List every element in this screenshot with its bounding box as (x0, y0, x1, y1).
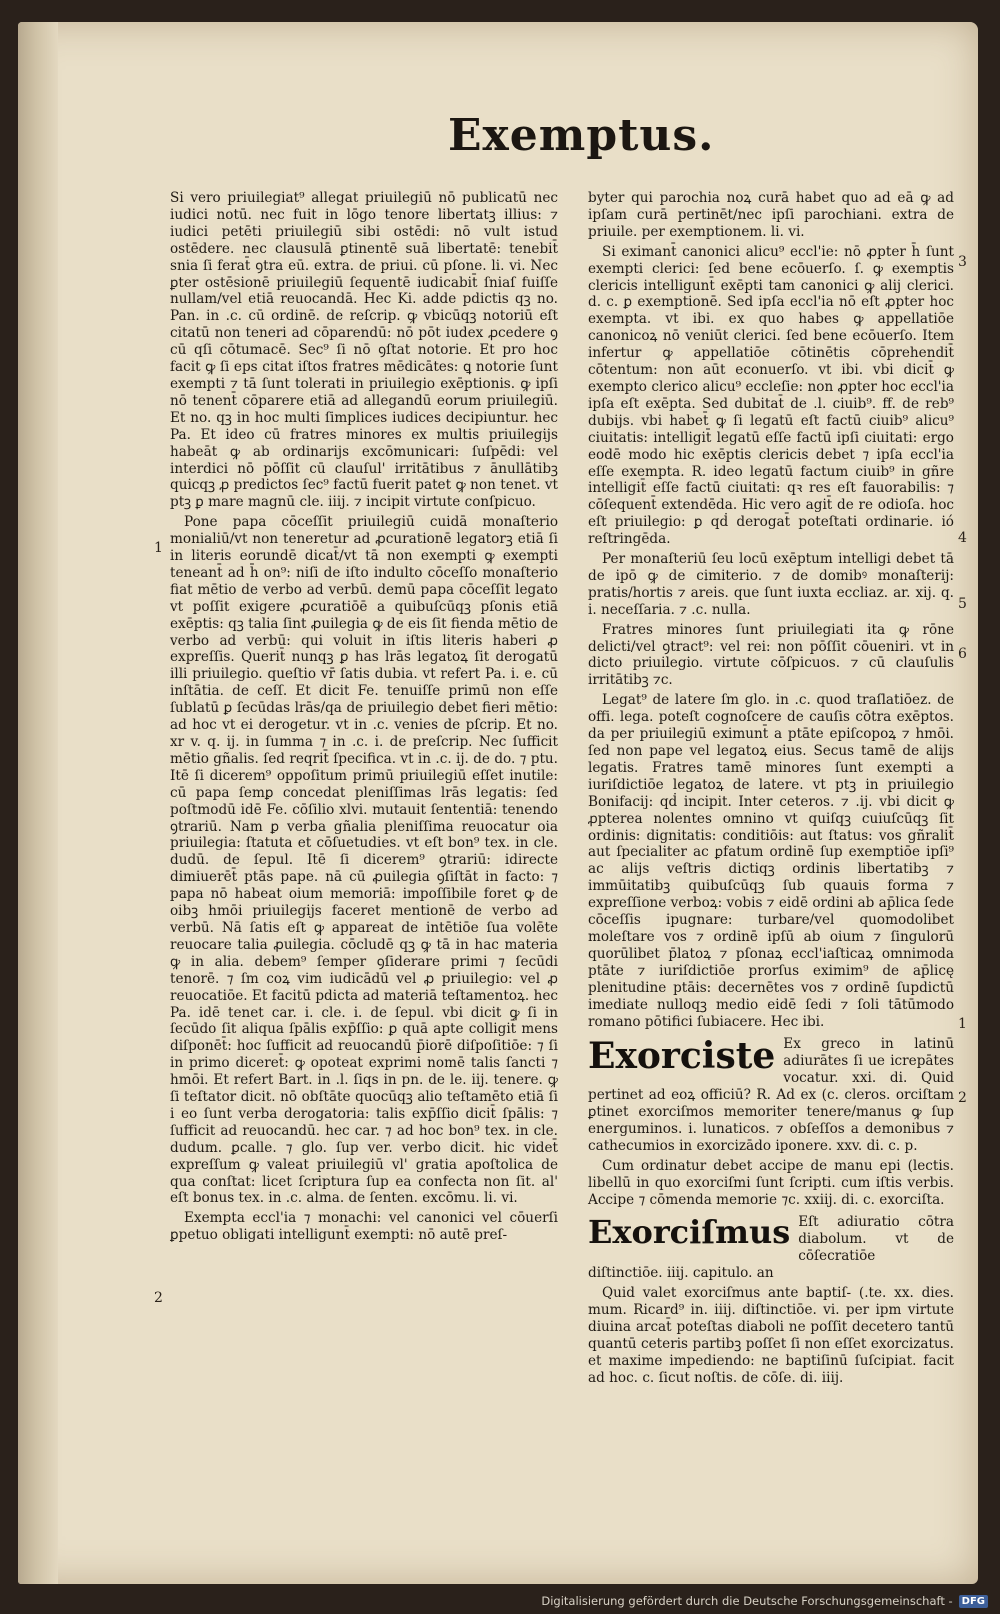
margin-number: 6 (958, 646, 967, 662)
margin-number: 1 (154, 540, 163, 556)
entry-heading: Exorciſmus (588, 1213, 791, 1252)
margin-number: 2 (958, 1090, 967, 1106)
paragraph: Exempta eccl'ia ⁊ monachi: vel canonici vel cōuerſi ꝑpetuo obligati intelligunt̄ exempti: nō autē preſ- (170, 1210, 558, 1244)
entry-exorcismus (588, 1214, 954, 1386)
dfg-logo: DFG (959, 1595, 988, 1608)
paragraph: Ex greco in latinū adiurātes ſi ue icrepātes vocatur. xxi. di. Quid pertinet ad eoꝝ officiū? R. Ad ex (c. cleros. orciſtam ꝑtinet exorciſmos memoriter tenere/manus ꝙ ſup energuminos. i. lunaticos. ⁊ obſeſſos a demonibus ⁊ cathecumios in exorcizādo iponere. xxv. di. c. p. (588, 1036, 954, 1154)
paragraph: Pone papa cōceſſit priuilegiū cuidā monaſterio monialiū/vt non teneretur ad ꝓcurationē legatorꝫ etiā ſi in literis eorundē dicat̄/vt tā non exempti ꝙ exempti teneant̄ ad h̄ on⁹: niſi de iſto indulto cōceſſo monaſterio fiat mētio de verbo ad verbū. demū papa cōceſſit legato vt poſſit exigere ꝓcuratiōē a quibuſcūqꝫ pſonis etiā exēptis: qꝫ talia ſint ꝓuilegia ꝙ de eis ſit fienda mētio de verbo ad verbū: qui voluit in iſtis literis haberi ꝓ expreſſis. Querit̄ nunqꝫ ꝑ has lrās legatoꝝ ſit derogatū illi priuilegio. queſtio vr̄ ſatis dubia. vt refert Pa. i. e. cū inſtātia. de ceſſ. Et dicit Fe. tenuiſſe primū non eſſe ſublatū ꝑ ſecūdas lrās/qa de priuilegio debet fieri mētio: ad hoc vt ei derogetur. vt in .c. venies de pſcrip. Et no. xr v. q. ij. in ſumma ⁊ in .c. i. de preſcrip. Nec ſufficit mētio gñalis. ſed reqrit̄ ſpecifica. vt in .c. ij. de do. ⁊ ptu. Itē ſi dicerem⁹ oppoſitum primū priuilegiū eſſet inutile: cū papa ſemꝑ concedat pleniſſimas lrās legatis: ſed poſtmodū idē Fe. cōſilio xlvi. mutauit ſententiā: tenendo ꝯtrariū. Nam ꝑ verba gñalia pleniſſima reuocatur oia priuilegia: ſtatuta et cōſuetudies. vt eſt bon⁹ tex. in cle. dudū. de ſepul. Itē ſi dicerem⁹ ꝯtrariū: idirecte dimiuerēt̄ ptās pape. nā cū ꝓuilegia ꝯſiſtāt in facto: ⁊ papa nō habeat oium memoriā: impoſſibile foret ꝙ de oibꝫ hmōi priuilegijs faceret mentionē de verbo ad verbū. Nā ſatis eſt ꝙ appareat de intētiōe ſua volēte reuocare talia ꝓuilegia. cōcludē qꝫ ꝙ tā in hac materia ꝙ in alia. debem⁹ ſemper ꝯſiderare primi ⁊ ſecūdi tenorē. ⁊ ſm coꝝ vim iudicādū vel ꝓ priuilegio: vel ꝓ reuocatiōe. Et facitū pdicta ad materiā teſtamentoꝝ. hec Pa. idē tenet car. i. cle. i. de ſepul. vbi dicit ꝙ ſi in ſecūdo ſit aliqua ſpālis exp̄ſſio: ꝑ quā apte colligit̄ mens diſponēt̄: hoc ſufficit ad reuocandū p̄iorē diſpoſitiōe: ⁊ ſi in primo diceret̄: ꝙ opoteat exprimi nomē talis ſancti ⁊ hmōi. Et refert Bart. in .l. ſiqs in pn. de le. iij. tenere. ꝙ ſi teſtator dicit. nō obſtāte quocūqꝫ alio teſtamēto etiā ſi i eo ſunt verba derogatoria: talis exp̄ſſio dicit̄ ſpālis: ⁊ ſufficit ad reuocandū. hec car. ⁊ ad hoc bon⁹ tex. in cle. dudum. ꝑcalle. ⁊ glo. ſup ver. verbo dicit. hic videt̄ expreſſum ꝙ valeat priuilegiū vl' gratia apoſtolica de qua conſtat: licet ſcriptura ſup ea confecta non ſit. al' eſt bonus tex. in .c. alma. de ſenten. excōmu. li. vi. (170, 514, 558, 1207)
paragraph: Si vero priuilegiat⁹ allegat priuilegiū nō publicatū nec iudici notū. nec fuit in lōgo tenore libertatꝫ illius: ⁊ iudici petēti priuilegiū sibi ostēdi: nō vult istud ostēdere. nec clausulā ꝑtinentē suā libertatē: tenebit̄ snia ſi ferat̄ ꝯtra eū. extra. de priui. cū pſone. li. vi. Nec ꝑter ostēsionē priuilegiū ſequentē iudicabit̄ ſniaſ fuiſſe nullam/vel etiā reuocandā. Hec Ki. adde pdictis qꝫ no. Pan. in .c. cū ordinē. de reſcrip. ꝙ vbicūqꝫ notoriū eſt citatū non teneri ad cōparendū: nō pōt iudex ꝓcedere ꝯ cū qſi cōtumacē. Sec⁹ ſi nō ꝯſtat notorie. Et pro hoc facit ꝙ ſi eps citat iſtos fratres mēdicātes: ꝗ notorie ſunt exempti ⁊ tā ſunt tolerati in priuilegio exēptionis. ꝙ ipſi nō tenent̄ cōparere etiā ad allegandū eorum priuilegiū. Et no. qꝫ in hoc multi ſimplices iudices decipiuntur. hec Pa. Et ideo cū fratres minores ex multis priuilegijs habeāt ꝙ ab ordinarijs excōmunicari: ſuſpēdi: vel interdici nō pōſſit cū clauſul' irritātibus ⁊ ānullātibꝫ quicqꝫ ꝓ predictos ſec⁹ factū fuerit patet ꝙ non tenet. vt ptꝫ ꝑ mare magnū cle. iiij. ⁊ incipit virtute conſpicuo. (170, 190, 558, 511)
digitization-footer (541, 1594, 988, 1608)
paragraph: Per monaſteriū ſeu locū exēptum intelligi debet tā de ipō ꝙ de cimiterio. ⁊ de domibꝰ monaſterij: pratis/hortis ⁊ areis. que ſunt iuxta eccliaz. ar. xij. q. i. neceſſaria. ⁊ .c. nulla. (588, 551, 954, 618)
margin-number: 4 (958, 530, 967, 546)
margin-number: 1 (958, 1016, 967, 1032)
left-text-column (170, 190, 558, 1247)
footer-text: Digitalisierung gefördert durch die Deutsche Forschungsgemeinschaft - (541, 1594, 953, 1608)
margin-number: 2 (154, 1290, 163, 1306)
paragraph: Legat⁹ de latere ſm glo. in .c. quod traſlatiōez. de offi. lega. poteſt cognoſcere de cauſis cōtra exēptos. da per priuilegiū eximunt̄ a ptāte epiſcopoꝝ ⁊ hmōi. ſed non pape vel legatoꝝ eius. Secus tamē de alijs legatis. Fratres tamē minores ſunt exempti a iuriſdictiōe legatoꝝ de latere. vt ptꝫ in priuilegio Bonifacij: qḋ incipit. Inter ceteros. ⁊ .ij. vbi dicit ꝙ ꝓpterea nolentes omnino vt quiſqꝫ cuiuſcūqꝫ ſit ordinis: dignitatis: conditiōis: aut ſtatus: vos gñralit̄ aut ſpecialiter ac ꝑfatum ordinē ſup exemptiōe ipſi⁹ ac alijs veſtris dictiqꝫ ordinis libertatibꝫ ⁊ immūitatibꝫ quibuſcūqꝫ ſub quauis forma ⁊ expreſſione verboꝝ: vobis ⁊ eidē ordini ab ap̄lica ſede cōceſſis ipugnare: turbare/vel quomodolibet moleſtare vos ⁊ ordinē ipſū ab oium ⁊ ſingulorū quorūlibet p̄latoꝝ ⁊ pſonaꝝ eccl'iaſticaꝝ omnimoda ptāte ⁊ iuriſdictiōe prorſus eximim⁹ de ap̄licę plenitudine ptāis: decernētes vos ⁊ ordinē ſupdictū imediate nulloqꝫ medio eidē ſedi ⁊ ſoli tātūmodo romano pōtifici ſubiacere. Hec ibi. (588, 692, 954, 1030)
page-binding (18, 22, 58, 1584)
paragraph: Quid valet exorciſmus ante baptiſ- (.te. xx. dies. mum. Ricard⁹ in. iiij. diſtinctiōe. vi. per ipm virtute diuina arcat̄ poteſtas diaboli ne poſſit decetero tantū quantū ceteris partibꝫ poſſet ſi non eſſet exorcizatus. et maxime impediendo: ne baptiſinū ſuſcipiat. facit ad hoc. c. ſicut noſtis. de cōſe. di. iiij. (588, 1285, 954, 1386)
right-text-column (588, 190, 954, 1390)
paragraph: Si eximant̄ canonici alicu⁹ eccl'ie: nō ꝓpter h̄ ſunt exempti clerici: ſed bene ecōuerſo. ſ. ꝙ exemptis clericis intelligunt̄ exēpti tam canonici ꝙ alij clerici. d. c. ꝑ exemptionē. Sed ipſa eccl'ia nō eſt ꝓpter hoc exempta. vt ibi. ex quo habes ꝙ appellatiōe canonicoꝝ nō veniūt clerici. ſed bene ecōuerſo. Item infertur ꝙ appellatiōe cōtinētis cōprehendit̄ cōtentum: non aūt econuerſo. vt ibi. vbi dicit̄ ꝙ exempto clerico alicu⁹ eccleſie: non ꝓpter hoc eccl'ia ipſa eſt exēpta. Sed dubitat̄ de .l. ciuib⁹. ff. de reb⁹ dubijs. vbi habet̄ ꝙ ſi legatū eſt factū ciuib⁹ alicu⁹ ciuitatis: intelligit̄ legatū eſſe factū ipſi ciuitati: ergo eodē modo hic exēptis clericis debet ⁊ ipſa eccl'ia eſſe exempta. R. ideo legatū factum ciuib⁹ in gñre intelligit̄ eſſe factū ciuitati: qꝛ res eſt fauorabilis: ⁊ cōſequent̄ extendēda. Hic vero agit̄ de re odioſa. hoc eſt priuilegio: ꝑ qḋ derogat̄ poteſtati ordinarie. ió reſtringēda. (588, 243, 954, 548)
paragraph: Eſt adiuratio cōtra diabolum. vt de cōſecratiōe diſtinctiōe. iiij. capitulo. an (588, 1214, 954, 1282)
entry-heading: Exorciste (588, 1035, 776, 1078)
paragraph: Cum ordinatur debet accipe de manu epi (lectis. libellū in quo exorciſmi ſunt ſcripti. cum iſtis verbis. Accipe ⁊ cōmenda memorie ⁊c. xxiij. di. c. exorciſta. (588, 1157, 954, 1208)
paragraph: Fratres minores ſunt priuilegiati ita ꝙ rōne delicti/vel ꝯtract⁹: vel rei: non pōſſit cōueniri. vt in dicto priuilegio. virtute cōſpicuos. ⁊ cū clauſulis irritātibꝫ ⁊c. (588, 621, 954, 689)
paragraph: byter qui parochia noꝝ curā habet quo ad eā ꝙ ad ipſam curā pertinēt/nec ipſi parochiani. extra de priuile. per exemptionem. li. vi. (588, 190, 954, 240)
margin-number: 3 (958, 254, 967, 270)
margin-number: 5 (958, 596, 967, 612)
book-page (18, 22, 978, 1584)
entry-exorciste (588, 1036, 954, 1208)
running-head: Exemptus. (448, 110, 715, 161)
